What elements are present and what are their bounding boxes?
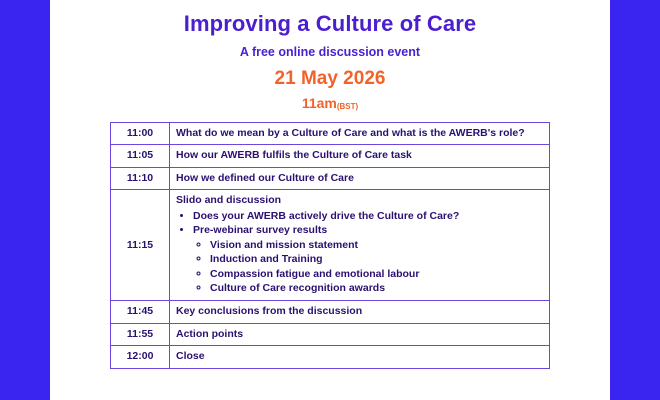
event-time-value: 11am — [301, 95, 337, 111]
table-row — [111, 190, 550, 301]
agenda-time: 12:00 — [111, 346, 170, 368]
agenda-time: 11:55 — [111, 323, 170, 345]
event-timezone: (BST) — [336, 102, 359, 111]
agenda-sub-bullet-list — [193, 239, 543, 296]
agenda-description: What do we mean by a Culture of Care and what is the AWERB's role? — [170, 123, 550, 145]
table-row — [111, 145, 550, 167]
event-date: 21 May 2026 — [274, 68, 386, 89]
list-item: ◦ Vision and mission statement — [210, 239, 543, 252]
table-row — [111, 346, 550, 368]
agenda-description: How our AWERB fulfils the Culture of Care task — [170, 145, 550, 167]
table-row — [111, 167, 550, 189]
agenda-description: Slido and discussion — [176, 194, 282, 207]
table-row — [111, 323, 550, 345]
agenda-time: 11:10 — [111, 167, 170, 189]
table-row — [111, 123, 550, 145]
list-item: ◦ Induction and Training — [210, 253, 543, 266]
agenda-description: Key conclusions from the discussion — [170, 301, 550, 323]
list-item: ◦ Culture of Care recognition awards — [210, 282, 543, 295]
agenda-description: Close — [170, 346, 550, 368]
agenda-description: How we defined our Culture of Care — [170, 167, 550, 189]
page-subtitle: A free online discussion event — [239, 45, 421, 59]
agenda-description-with-bullets — [170, 190, 550, 301]
list-item — [193, 224, 543, 295]
list-item-label: Pre-webinar survey results — [193, 224, 328, 237]
agenda-time: 11:05 — [111, 145, 170, 167]
agenda-description: Action points — [170, 323, 550, 345]
agenda-table — [110, 122, 550, 369]
agenda-time: 11:00 — [111, 123, 170, 145]
list-item: ◦ Compassion fatigue and emotional labour — [210, 268, 543, 281]
table-row — [111, 301, 550, 323]
agenda-time: 11:15 — [111, 190, 170, 301]
poster-panel — [50, 0, 610, 400]
event-time — [302, 95, 358, 111]
list-item: • Does your AWERB actively drive the Culture of Care? — [193, 210, 543, 223]
page-title: Improving a Culture of Care — [183, 11, 477, 36]
agenda-time: 11:45 — [111, 301, 170, 323]
agenda-bullet-list — [176, 210, 543, 296]
